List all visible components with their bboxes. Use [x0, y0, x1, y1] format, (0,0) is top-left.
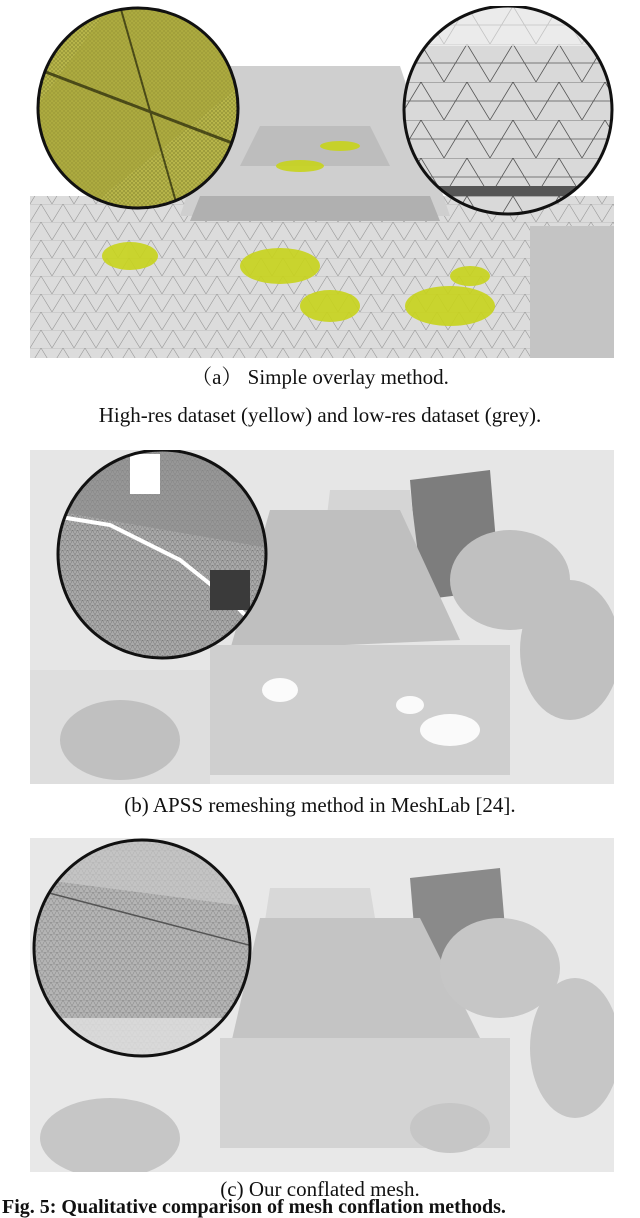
panel-b-image [30, 450, 614, 784]
figure-caption-fragment: Fig. 5: Qualitative comparison of mesh conflation methods. [2, 1196, 506, 1218]
caption-c: (c) Our conflated mesh. [220, 1177, 420, 1201]
panel-a-image [30, 6, 614, 358]
magnifier-lowres [400, 6, 614, 214]
subcaption-a: High-res dataset (yellow) and low-res dataset (grey). [98, 403, 542, 427]
panel-c-image [30, 838, 614, 1172]
caption-b: (b) APSS remeshing method in MeshLab [24]. [124, 793, 516, 817]
caption-a: （a） Simple overlay method. [191, 365, 449, 389]
